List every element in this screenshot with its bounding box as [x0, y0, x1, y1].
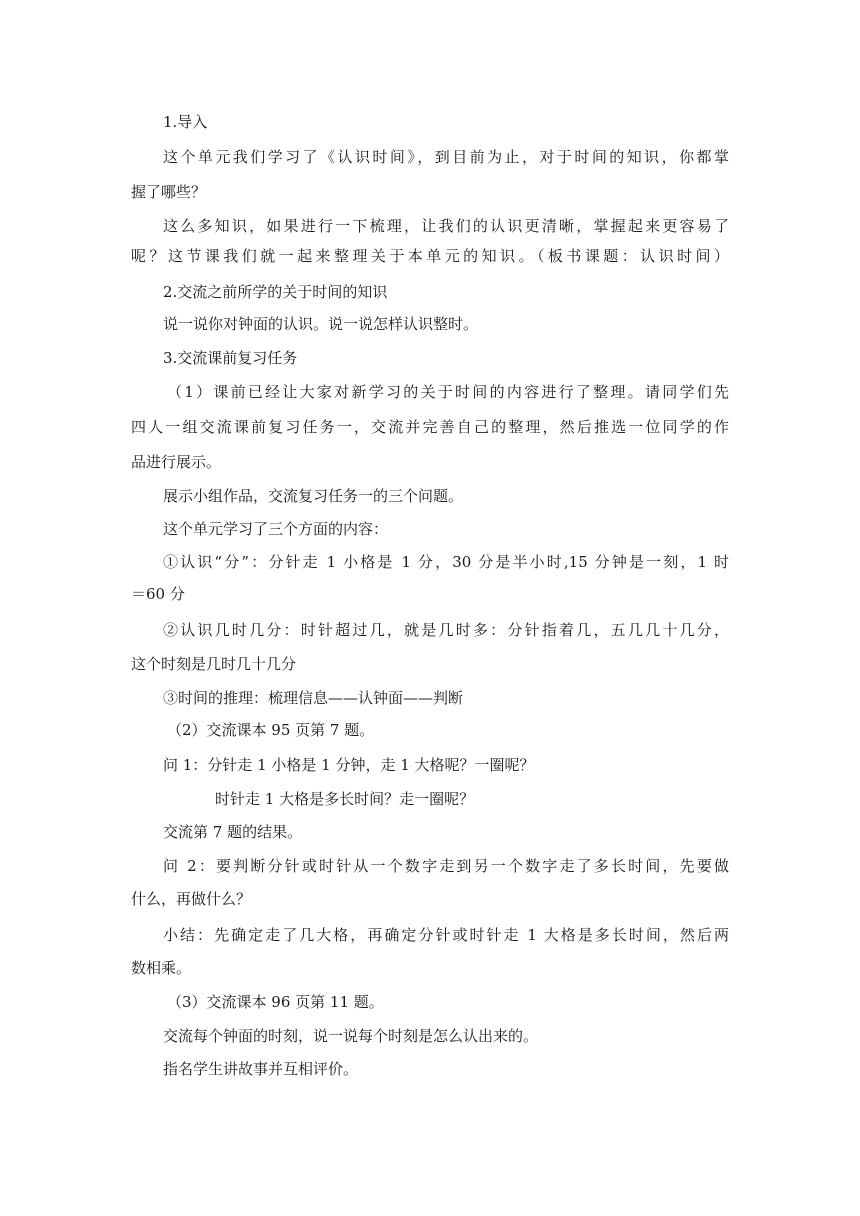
paragraph-line: 品进行展示。 — [131, 453, 222, 471]
paragraph-line: 呢？这节课我们就一起来整理关于本单元的知识。（板书课题：认识时间） — [131, 247, 729, 265]
paragraph-line: 这个单元学习了三个方面的内容： — [163, 520, 389, 538]
section-heading-intro: 1.导入 — [163, 113, 208, 131]
paragraph-line: （2）交流课本 95 页第 7 题。 — [167, 721, 375, 739]
list-item-line: 这个时刻是几时几十几分 — [131, 655, 297, 673]
paragraph-line: 握了哪些？ — [131, 183, 207, 201]
question-line: 问 1：分针走 1 小格是 1 分钟，走 1 大格呢？一圈呢？ — [163, 756, 535, 774]
paragraph-line: 四人一组交流课前复习任务一，交流并完善自己的整理，然后推选一位同学的作 — [131, 418, 729, 436]
paragraph-line: 说一说你对钟面的认识。说一说怎样认识整时。 — [163, 315, 479, 333]
summary-line: 小结：先确定走了几大格，再确定分针或时针走 1 大格是多长时间，然后两 — [163, 926, 729, 944]
question-line: 什么，再做什么？ — [131, 890, 252, 908]
paragraph-line: 交流每个钟面的时刻，说一说每个时刻是怎么认出来的。 — [163, 1027, 539, 1045]
list-item-line: ①认识“分”：分针走 1 小格是 1 分，30 分是半小时,15 分钟是一刻，1 时 — [163, 553, 729, 571]
paragraph-line: 交流第 7 题的结果。 — [163, 823, 303, 841]
list-item-line: ＝60 分 — [131, 585, 185, 603]
question-line: 时针走 1 大格是多长时间？走一圈呢？ — [215, 790, 475, 808]
list-item-line: ③时间的推理：梳理信息——认钟面——判断 — [163, 689, 464, 707]
list-item-line: ②认识几时几分：时针超过几，就是几时多：分针指着几，五几几十几分， — [163, 621, 729, 639]
paragraph-line: 指名学生讲故事并互相评价。 — [163, 1060, 359, 1078]
question-line: 问 2：要判断分针或时针从一个数字走到另一个数字走了多长时间，先要做 — [163, 857, 729, 875]
paragraph-line: 展示小组作品，交流复习任务一的三个问题。 — [163, 487, 464, 505]
paragraph-line: （1）课前已经让大家对新学习的关于时间的内容进行了整理。请同学们先 — [167, 383, 729, 401]
summary-line: 数相乘。 — [131, 959, 192, 977]
section-heading-task: 3.交流课前复习任务 — [163, 349, 298, 367]
paragraph-line: 这么多知识，如果进行一下梳理，让我们的认识更清晰，掌握起来更容易了 — [163, 217, 729, 235]
paragraph-line: （3）交流课本 96 页第 11 题。 — [167, 993, 384, 1011]
section-heading-review: 2.交流之前所学的关于时间的知识 — [163, 283, 388, 301]
paragraph-line: 这个单元我们学习了《认识时间》，到目前为止，对于时间的知识，你都掌 — [163, 148, 729, 166]
